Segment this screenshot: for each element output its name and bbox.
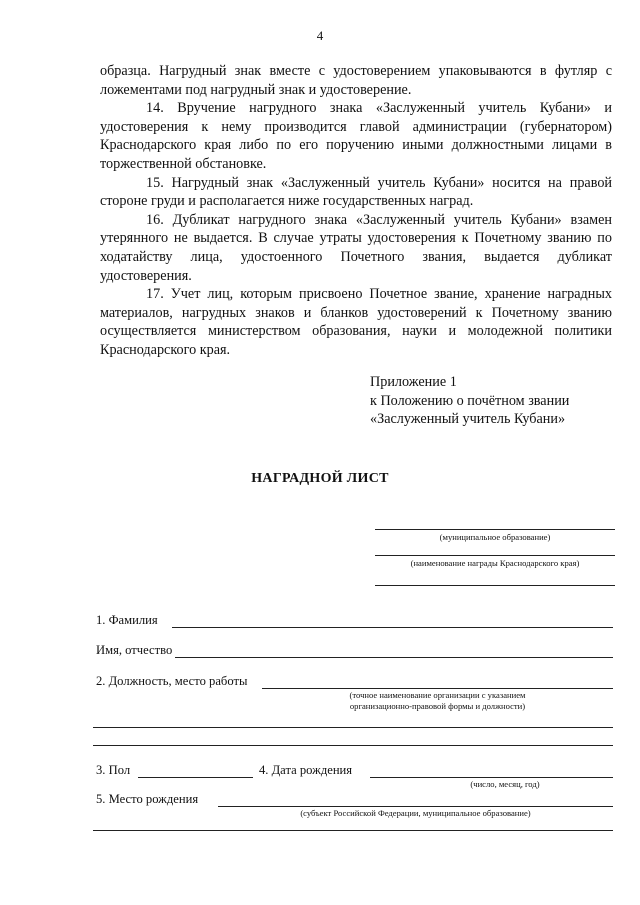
position-field-line-2[interactable] (93, 727, 613, 728)
paragraph-17: 17. Учет лиц, которым присвоено Почетное звание, хранение наградных материалов, нагрудных знаков и бланков удостоверений к Почетному званию осуществляется министерством образования, науки и молодежной политики Краснодарского края. (100, 286, 612, 358)
municipality-caption: (муниципальное образование) (439, 532, 551, 542)
appendix-line-1: Приложение 1 (370, 374, 457, 390)
paragraph-14: 14. Вручение нагрудного знака «Заслуженный учитель Кубани» и удостоверения к нему производится главой администрации (губернатором) Краснодарского края либо по его поручению иными должностными лицами в торжественной обстановке. (100, 100, 612, 172)
surname-field[interactable] (172, 627, 613, 628)
appendix-line-2: к Положению о почётном звании (370, 392, 570, 409)
form-title: НАГРАДНОЙ ЛИСТ (251, 471, 389, 486)
award-name-caption: (наименование награды Краснодарского края) (410, 558, 580, 568)
birthplace-field-line-2[interactable] (93, 830, 613, 831)
birthdate-caption: (число, месяц, год) (470, 779, 540, 789)
birthdate-label: 4. Дата рождения (259, 763, 353, 777)
birthplace-caption: (субъект Российской Федерации, муниципальное образование) (300, 808, 531, 818)
award-name-line-2[interactable] (375, 585, 615, 586)
name-field[interactable] (175, 657, 613, 658)
position-field-line-3[interactable] (93, 745, 613, 746)
appendix-note (370, 373, 569, 429)
paragraph-15: 15. Нагрудный знак «Заслуженный учитель Кубани» носится на правой стороне груди и располагается ниже государственных наград. (100, 174, 612, 210)
position-caption-1: (точное наименование организации с указанием (349, 690, 526, 700)
position-field[interactable] (262, 688, 613, 689)
appendix-line-3: «Заслуженный учитель Кубани» (370, 411, 566, 428)
position-caption-2: организационно-правовой формы и должности) (349, 701, 526, 711)
paragraph-16: 16. Дубликат нагрудного знака «Заслуженный учитель Кубани» взамен утерянного не выдается. В случае утраты удостоверения к Почетному званию по ходатайству лица, удостоенного Почетного звания, выдается дубликат удостоверения. (100, 211, 612, 284)
gender-label: 3. Пол (96, 763, 131, 777)
municipality-line[interactable] (375, 529, 615, 530)
gender-field[interactable] (138, 777, 253, 778)
surname-label: 1. Фамилия (96, 613, 158, 627)
position-label: 2. Должность, место работы (96, 674, 248, 688)
name-label: Имя, отчество (96, 643, 173, 657)
birthplace-field[interactable] (218, 806, 613, 807)
page-number: 4 (316, 28, 324, 43)
award-name-line[interactable] (375, 555, 615, 556)
body-text (100, 62, 612, 360)
birthplace-label: 5. Место рождения (96, 792, 199, 806)
paragraph-continuation: образца. Нагрудный знак вместе с удостоверением упаковываются в футляр с ложементами под нагрудный знак и удостоверение. (100, 63, 612, 98)
birthdate-field[interactable] (370, 777, 613, 778)
